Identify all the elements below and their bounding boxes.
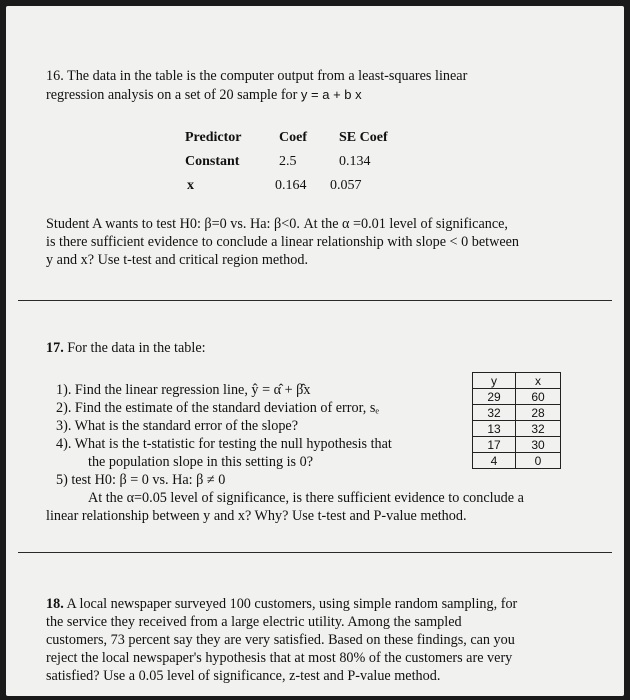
p16-text-line2: regression analysis on a set of 20 sample for xyxy=(46,87,301,103)
p16-row-x-label: x xyxy=(187,178,194,193)
p16-text-3: y and x? Use t-test and critical region method. xyxy=(46,252,308,268)
divider-17-18 xyxy=(18,552,612,553)
p17-cell-x: 0 xyxy=(516,453,561,469)
p16-row-constant-coef: 2.5 xyxy=(279,154,297,169)
p17-cell-x: 30 xyxy=(516,437,561,453)
p17-item-4: 4). What is the t-statistic for testing the null hypothesis that xyxy=(56,436,392,452)
table-row xyxy=(473,389,561,405)
p16-text-line1: The data in the table is the computer output from a least-squares linear xyxy=(67,68,468,84)
p17-item-1: 1). Find the linear regression line, ŷ = α̂ + β̂x xyxy=(56,382,311,398)
p17-cell-x: 60 xyxy=(516,389,561,405)
table-row xyxy=(473,373,561,389)
document-page xyxy=(6,6,624,696)
p16-text-1: Student A wants to test H0: β=0 vs. Ha: β<0. At the α =0.01 level of significance, xyxy=(46,216,508,232)
p17-header-x: x xyxy=(516,373,561,389)
p16-line-2 xyxy=(46,86,362,104)
p17-header-y: y xyxy=(473,373,516,389)
table-row xyxy=(473,453,561,469)
p18-number: 18. xyxy=(46,596,64,612)
p17-cell-y: 29 xyxy=(473,389,516,405)
table-row xyxy=(473,421,561,437)
p17-cell-y: 13 xyxy=(473,421,516,437)
p16-number: 16. xyxy=(46,68,64,84)
p17-item-5-cont2: linear relationship between y and x? Why? Use t-test and P-value method. xyxy=(46,508,467,524)
p16-row-x-se: 0.057 xyxy=(330,178,362,193)
p16-line-1 xyxy=(46,68,467,85)
p17-item-5: 5) test H0: β = 0 vs. Ha: β ≠ 0 xyxy=(56,472,226,488)
p18-text-line1: A local newspaper surveyed 100 customers, using simple random sampling, for xyxy=(66,596,518,612)
p18-line-1 xyxy=(46,596,517,613)
p17-item-2: 2). Find the estimate of the standard deviation of error, sₑ xyxy=(56,400,379,416)
p18-line-2: the service they received from a large electric utility. Among the sampled xyxy=(46,614,462,630)
p17-cell-x: 28 xyxy=(516,405,561,421)
p17-item-5-cont: At the α=0.05 level of significance, is there sufficient evidence to conclude a xyxy=(88,490,524,506)
p16-row-x-coef: 0.164 xyxy=(275,178,307,193)
p17-number: 17. xyxy=(46,340,64,356)
p17-data-table xyxy=(472,372,561,469)
p18-line-5: satisfied? Use a 0.05 level of significance, z-test and P-value method. xyxy=(46,668,441,684)
p17-cell-y: 17 xyxy=(473,437,516,453)
p16-header-coef: Coef xyxy=(279,130,307,145)
p16-header-secoef: SE Coef xyxy=(339,130,388,145)
table-row xyxy=(473,437,561,453)
table-row xyxy=(473,405,561,421)
p16-header-predictor: Predictor xyxy=(185,130,242,145)
p18-line-4: reject the local newspaper's hypothesis that at most 80% of the customers are very xyxy=(46,650,513,666)
p17-item-4-cont: the population slope in this setting is 0? xyxy=(88,454,314,470)
p16-text-2: is there sufficient evidence to conclude a linear relationship with slope < 0 between xyxy=(46,234,520,250)
p17-cell-y: 4 xyxy=(473,453,516,469)
p18-line-3: customers, 73 percent say they are very satisfied. Based on these findings, can you xyxy=(46,632,515,648)
p17-intro: For the data in the table: xyxy=(67,340,206,356)
p17-item-3: 3). What is the standard error of the slope? xyxy=(56,418,299,434)
p16-model-equation: y = a + b x xyxy=(300,87,362,102)
p17-cell-x: 32 xyxy=(516,421,561,437)
p17-intro-line xyxy=(46,340,206,357)
p17-cell-y: 32 xyxy=(473,405,516,421)
p16-row-constant-label: Constant xyxy=(185,154,240,169)
p16-row-constant-se: 0.134 xyxy=(339,154,371,169)
divider-16-17 xyxy=(18,300,612,301)
